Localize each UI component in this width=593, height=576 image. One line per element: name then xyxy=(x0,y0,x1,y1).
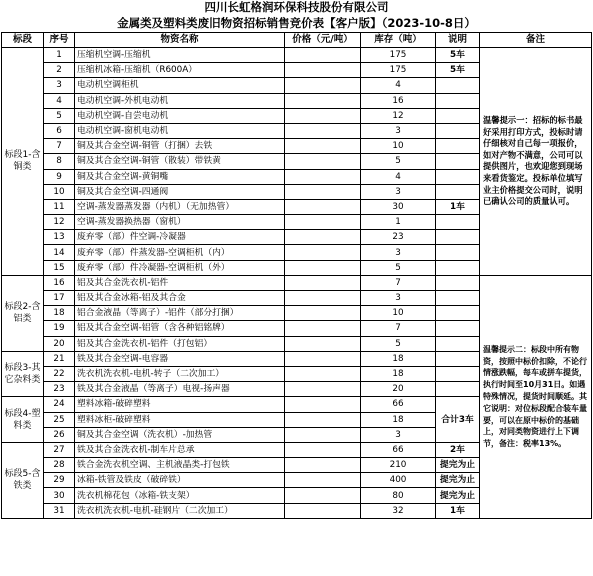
description-cell xyxy=(436,382,480,397)
item-name: 铜及其合金空调-四通阀 xyxy=(75,184,285,199)
header-section: 标段 xyxy=(2,33,44,48)
stock-cell: 12 xyxy=(361,108,436,123)
item-name: 铜及其合金空调-铜管（打捆）去铁 xyxy=(75,139,285,154)
description-cell xyxy=(436,215,480,230)
price-cell[interactable] xyxy=(285,184,361,199)
price-cell[interactable] xyxy=(285,245,361,260)
item-name: 电动机空调-自尝电动机 xyxy=(75,108,285,123)
description-cell xyxy=(436,93,480,108)
description-cell: 2车 xyxy=(436,442,480,457)
price-cell[interactable] xyxy=(285,123,361,138)
price-cell[interactable] xyxy=(285,63,361,78)
stock-cell: 5 xyxy=(361,154,436,169)
price-cell[interactable] xyxy=(285,382,361,397)
document-title: 四川长虹格润环保科技股份有限公司 xyxy=(204,0,389,14)
row-number: 23 xyxy=(44,382,75,397)
description-cell xyxy=(436,154,480,169)
stock-cell: 5 xyxy=(361,260,436,275)
remarks-note: 温馨提示二：标段中所有物资，按照中标价扣除，不论行情涨跌幅，每车或拼车提货，执行时间至10月31日。如遇特殊情况，提货时间顺延。其它说明：对位标段配合装车量要，可以在原中标价的基础上，对同类物资进行上下调节，备注：税率13%。 xyxy=(480,275,592,518)
item-name: 冰箱-铁管及铁皮（破碎铁） xyxy=(75,473,285,488)
stock-cell: 3 xyxy=(361,123,436,138)
row-number: 3 xyxy=(44,78,75,93)
stock-cell: 3 xyxy=(361,291,436,306)
item-name: 铜及其合金空调-铜管（散装）带铁黄 xyxy=(75,154,285,169)
row-number: 20 xyxy=(44,336,75,351)
row-number: 25 xyxy=(44,412,75,427)
item-name: 铜及其合金空调-黄铜嘴 xyxy=(75,169,285,184)
header-remarks: 备注 xyxy=(480,33,592,48)
description-cell: 1车 xyxy=(436,503,480,518)
stock-cell: 10 xyxy=(361,139,436,154)
stock-cell: 18 xyxy=(361,412,436,427)
price-cell[interactable] xyxy=(285,260,361,275)
row-number: 8 xyxy=(44,154,75,169)
item-name: 空调-蒸发器换热器（窗机） xyxy=(75,215,285,230)
header-description: 说明 xyxy=(436,33,480,48)
item-name: 铜及其合金空调（洗衣机）-加热管 xyxy=(75,427,285,442)
item-name: 铁及其合金液晶（等离子）电视-扬声器 xyxy=(75,382,285,397)
section-label: 标段3-其它杂料类 xyxy=(2,351,44,397)
price-cell[interactable] xyxy=(285,488,361,503)
item-name: 铁合金洗衣机空调、主机液晶类-打包铁 xyxy=(75,458,285,473)
item-name: 铝及其合金冰箱-铝及其合金 xyxy=(75,291,285,306)
price-cell[interactable] xyxy=(285,154,361,169)
description-cell xyxy=(436,108,480,123)
description-cell xyxy=(436,366,480,381)
price-cell[interactable] xyxy=(285,78,361,93)
row-number: 12 xyxy=(44,215,75,230)
description-cell xyxy=(436,336,480,351)
description-cell xyxy=(436,123,480,138)
stock-cell: 400 xyxy=(361,473,436,488)
price-cell[interactable] xyxy=(285,412,361,427)
price-cell[interactable] xyxy=(285,306,361,321)
row-number: 7 xyxy=(44,139,75,154)
price-cell[interactable] xyxy=(285,108,361,123)
price-cell[interactable] xyxy=(285,291,361,306)
stock-cell: 80 xyxy=(361,488,436,503)
description-cell xyxy=(436,139,480,154)
item-name: 废弃零（部）件冷凝器-空调柜机（外） xyxy=(75,260,285,275)
stock-cell: 1 xyxy=(361,215,436,230)
row-number: 21 xyxy=(44,351,75,366)
row-number: 24 xyxy=(44,397,75,412)
item-name: 洗衣机棉花包（冰箱-铁支架） xyxy=(75,488,285,503)
item-name: 电动机空调柜机 xyxy=(75,78,285,93)
description-cell xyxy=(436,351,480,366)
row-number: 10 xyxy=(44,184,75,199)
price-cell[interactable] xyxy=(285,458,361,473)
description-cell xyxy=(436,321,480,336)
table-body xyxy=(2,48,592,519)
document-subtitle: 金属类及塑料类废旧物资招标销售竞价表【客户版】（2023-10-8日） xyxy=(117,16,476,30)
item-name: 洗衣机洗衣机-电机-转子（二次加工） xyxy=(75,366,285,381)
row-number: 11 xyxy=(44,199,75,214)
row-number: 13 xyxy=(44,230,75,245)
row-number: 30 xyxy=(44,488,75,503)
stock-cell: 3 xyxy=(361,184,436,199)
description-cell: 提完为止 xyxy=(436,458,480,473)
price-cell[interactable] xyxy=(285,230,361,245)
item-name: 塑料冰柜-破碎塑料 xyxy=(75,412,285,427)
row-number: 31 xyxy=(44,503,75,518)
row-number: 1 xyxy=(44,48,75,63)
row-number: 2 xyxy=(44,63,75,78)
stock-cell: 3 xyxy=(361,427,436,442)
price-cell[interactable] xyxy=(285,336,361,351)
row-number: 16 xyxy=(44,275,75,290)
item-name: 空调-蒸发器蒸发器（内机）（无加热管） xyxy=(75,199,285,214)
description-cell xyxy=(436,291,480,306)
stock-cell: 66 xyxy=(361,442,436,457)
stock-cell: 7 xyxy=(361,275,436,290)
item-name: 铁及其合金空调-电容器 xyxy=(75,351,285,366)
row-number: 14 xyxy=(44,245,75,260)
description-cell xyxy=(436,230,480,245)
stock-cell: 175 xyxy=(361,63,436,78)
price-cell[interactable] xyxy=(285,139,361,154)
table-row xyxy=(2,275,592,290)
remarks-note: 温馨提示一：招标的标书最好采用打印方式，投标时请仔细核对自己每一项报价，如对产物不满意，公司可以提供图片，也欢迎您到现场来看货鉴定。投标单位填写业主价格提交公司时，说明已确认公司的质量认可。 xyxy=(480,48,592,276)
row-number: 22 xyxy=(44,366,75,381)
description-cell xyxy=(436,245,480,260)
stock-cell: 10 xyxy=(361,306,436,321)
row-number: 15 xyxy=(44,260,75,275)
item-name: 洗衣机洗衣机-电机-硅钢片（二次加工） xyxy=(75,503,285,518)
merged-description: 合计3车 xyxy=(436,397,480,443)
row-number: 27 xyxy=(44,442,75,457)
description-cell: 1车 xyxy=(436,199,480,214)
item-name: 铝及其合金洗衣机-铝件 xyxy=(75,275,285,290)
stock-cell: 16 xyxy=(361,93,436,108)
price-cell[interactable] xyxy=(285,351,361,366)
description-cell xyxy=(436,169,480,184)
item-name: 压缩机冰箱-压缩机（R600A） xyxy=(75,63,285,78)
price-cell[interactable] xyxy=(285,275,361,290)
stock-cell: 210 xyxy=(361,458,436,473)
price-cell[interactable] xyxy=(285,215,361,230)
item-name: 塑料冰箱-破碎塑料 xyxy=(75,397,285,412)
header-number: 序号 xyxy=(44,33,75,48)
stock-cell: 18 xyxy=(361,351,436,366)
item-name: 铝及其合金空调-铝管（含各种铝铭牌） xyxy=(75,321,285,336)
header-item-name: 物资名称 xyxy=(75,33,285,48)
price-table xyxy=(1,32,592,519)
section-label: 标段4-塑料类 xyxy=(2,397,44,443)
stock-cell: 3 xyxy=(361,245,436,260)
row-number: 19 xyxy=(44,321,75,336)
item-name: 电动机空调-窗机电动机 xyxy=(75,123,285,138)
item-name: 废弃零（部）件空调-冷凝器 xyxy=(75,230,285,245)
stock-cell: 20 xyxy=(361,382,436,397)
item-name: 铁及其合金洗衣机-制车片总承 xyxy=(75,442,285,457)
description-cell: 5车 xyxy=(436,63,480,78)
row-number: 26 xyxy=(44,427,75,442)
description-cell xyxy=(436,306,480,321)
stock-cell: 18 xyxy=(361,366,436,381)
price-cell[interactable] xyxy=(285,366,361,381)
description-cell: 5车 xyxy=(436,48,480,63)
item-name: 铝合金液晶（等离子）-铝件（部分打捆） xyxy=(75,306,285,321)
row-number: 4 xyxy=(44,93,75,108)
stock-cell: 30 xyxy=(361,199,436,214)
price-cell[interactable] xyxy=(285,169,361,184)
header-price: 价格（元/吨） xyxy=(285,33,361,48)
stock-cell: 7 xyxy=(361,321,436,336)
table-row xyxy=(2,48,592,63)
price-cell[interactable] xyxy=(285,442,361,457)
table-header-row xyxy=(2,33,592,48)
row-number: 29 xyxy=(44,473,75,488)
description-cell xyxy=(436,275,480,290)
stock-cell: 4 xyxy=(361,169,436,184)
price-cell[interactable] xyxy=(285,503,361,518)
header-stock: 库存（吨） xyxy=(361,33,436,48)
price-cell[interactable] xyxy=(285,397,361,412)
item-name: 废弃零（部）件蒸发器-空调柜机（内） xyxy=(75,245,285,260)
description-cell xyxy=(436,78,480,93)
stock-cell: 5 xyxy=(361,336,436,351)
section-label: 标段1-含铜类 xyxy=(2,48,44,276)
stock-cell: 32 xyxy=(361,503,436,518)
stock-cell: 23 xyxy=(361,230,436,245)
price-cell[interactable] xyxy=(285,93,361,108)
price-cell[interactable] xyxy=(285,427,361,442)
price-cell[interactable] xyxy=(285,321,361,336)
item-name: 电动机空调-外机电动机 xyxy=(75,93,285,108)
section-label: 标段2-含铝类 xyxy=(2,275,44,351)
row-number: 9 xyxy=(44,169,75,184)
row-number: 17 xyxy=(44,291,75,306)
item-name: 铝及其合金洗衣机-铝件（打包铝） xyxy=(75,336,285,351)
description-cell xyxy=(436,260,480,275)
price-cell[interactable] xyxy=(285,199,361,214)
stock-cell: 4 xyxy=(361,78,436,93)
section-label: 标段5-含铁类 xyxy=(2,442,44,518)
row-number: 18 xyxy=(44,306,75,321)
row-number: 6 xyxy=(44,123,75,138)
item-name: 压缩机空调-压缩机 xyxy=(75,48,285,63)
row-number: 5 xyxy=(44,108,75,123)
stock-cell: 175 xyxy=(361,48,436,63)
description-cell: 提完为止 xyxy=(436,488,480,503)
stock-cell: 66 xyxy=(361,397,436,412)
row-number: 28 xyxy=(44,458,75,473)
description-cell xyxy=(436,184,480,199)
description-cell: 提完为止 xyxy=(436,473,480,488)
price-cell[interactable] xyxy=(285,473,361,488)
price-cell[interactable] xyxy=(285,48,361,63)
